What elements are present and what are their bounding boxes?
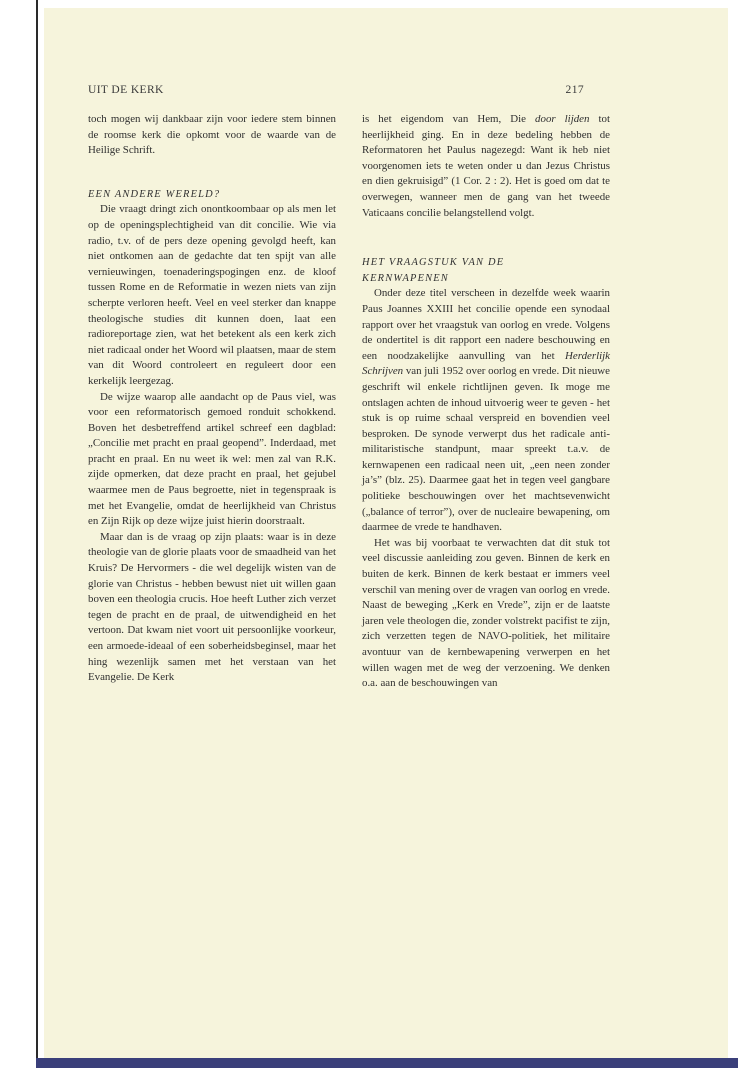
heading-line-1: HET VRAAGSTUK VAN DE [362, 257, 505, 269]
page-number: 217 [565, 84, 584, 96]
running-title: UIT DE KERK [88, 84, 164, 96]
section-heading-een-andere-wereld: EEN ANDERE WERELD? [88, 188, 221, 200]
left-paragraph-2: Die vraagt dringt zich onontkoombaar op als men let op de openingsplechtigheid van dit concilie. Wie via radio, t.v. of de pers deze opening gevolgd heeft, kan niet ontkomen aan de gedachte dat ten spijt van alle vernieuwingen, toenaderingspogingen enz. de kloof tussen Rome en de Reformatie in wezen niets van zijn scherpte verloren heeft. Veel en veel sterker dan knappe theologische studies dit kunnen doen, laat een radioreportage zien, wat het betekent als een kerk zich niet radicaal onder het Woord wil plaatsen, maar de stem van dit Woord controleert en reguleert door een kerkelijk leergezag. [88, 203, 336, 387]
section-heading-kernwapenen [362, 255, 610, 286]
running-header [88, 84, 584, 102]
left-column [88, 112, 336, 686]
scan-bottom-edge [36, 1058, 738, 1068]
right-column [362, 112, 610, 692]
left-paragraph-1: toch mogen wij dankbaar zijn voor iedere stem binnen de roomse kerk die opkomt voor de waarde van de Heilige Schrift. [88, 113, 336, 157]
left-paragraph-4: Maar dan is de vraag op zijn plaats: waar is in deze theologie van de glorie plaats voor de smaadheid van het Kruis? De Hervormers - die wel degelijk wisten van de glorie van Christus - hebben bewust niet uit willen gaan boven een theologia crucis. Hoe heeft Luther zich verzet tegen de pracht en de praal, de uitwendigheid en het vertoon. Dat kwam niet voort uit persoonlijke voorkeur, een armoede-ideaal of een soberheidsbeginsel, maar het hing wezenlijk samen met het verstaan van het Evangelie. De Kerk [88, 530, 336, 684]
left-paragraph-3: De wijze waarop alle aandacht op de Paus viel, was voor een reformatorisch gemoed ronduit schokkend. Boven het desbetreffend artikel schreef een dagblad: „Concilie met pracht en praal geopend”. Inderdaad, met pracht en praal. En nu weet ik wel: men zal van R.K. zijde opmerken, dat deze pracht en praal, het gejubel waarmee men de Paus begroette, niet in tegenspraak is met het Evangelie, omdat de heerlijkheid van Christus en Zijn Rijk op deze wijze juist hierin doorstraalt. [88, 390, 336, 528]
scan-left-edge [36, 0, 38, 1068]
right-paragraph-1: is het eigendom van Hem, Die door lijden tot heerlijkheid ging. En in deze bedeling hebben de Reformatoren het Paulus nagezegd: Want ik heb niet voorgenomen iets te weten onder u dan Jezus Christus en dien gekruisigd” (1 Cor. 2 : 2). Het is goed om dat te overwegen, wanneer men de gang van het tweede Vaticaans concilie belangstellend volgt. [362, 113, 610, 219]
right-paragraph-2: Onder deze titel verscheen in dezelfde week waarin Paus Joannes XXIII het concilie opende een synodaal rapport over het vraagstuk van oorlog en vrede. Volgens de ondertitel is dit rapport een nadere beschouwing en een noodzakelijke aanvulling van het Herderlijk Schrijven van juli 1952 over oorlog en vrede. Dit nieuwe geschrift wil enkele richtlijnen geven. Ik moge me ontslagen achten de inhoud uitvoerig weer te geven - het stuk is op ruime schaal verspreid en bovendien veel besproken. De synode verwerpt dus het radicale anti-militaristische standpunt, maar spreekt t.a.v. de kernwapenen een radicaal neen uit, „een neen zonder ja’s” (blz. 25). Daarmee gaat het in tegen veel gangbare politieke beschouwingen over het machtsevenwicht („balance of terror”), over de nucleaire bewapening, om daarmee de vrede te handhaven. [362, 287, 611, 534]
heading-line-2: KERNWAPENEN [362, 272, 449, 284]
emphasis-herderlijk-schrijven: Herderlijk Schrijven [362, 349, 610, 378]
right-paragraph-3: Het was bij voorbaat te verwachten dat dit stuk tot veel discussie aanleiding zou geven. Binnen de kerk en buiten de kerk. Binnen de kerk bestaat er immers veel verschil van mening over de vragen van oorlog en vrede. Naast de beweging „Kerk en Vrede”, zijn er de laatste jaren vele theologen die, zonder volstrekt pacifist te zijn, zich verzetten tegen de NAVO-politiek, het militaire avontuur van de kernbewapening verwerpen en het willen wagen met de weg der verzoening. We denken o.a. aan de beschouwingen van [362, 536, 610, 690]
emphasis-door-lijden: door lijden [535, 113, 590, 125]
